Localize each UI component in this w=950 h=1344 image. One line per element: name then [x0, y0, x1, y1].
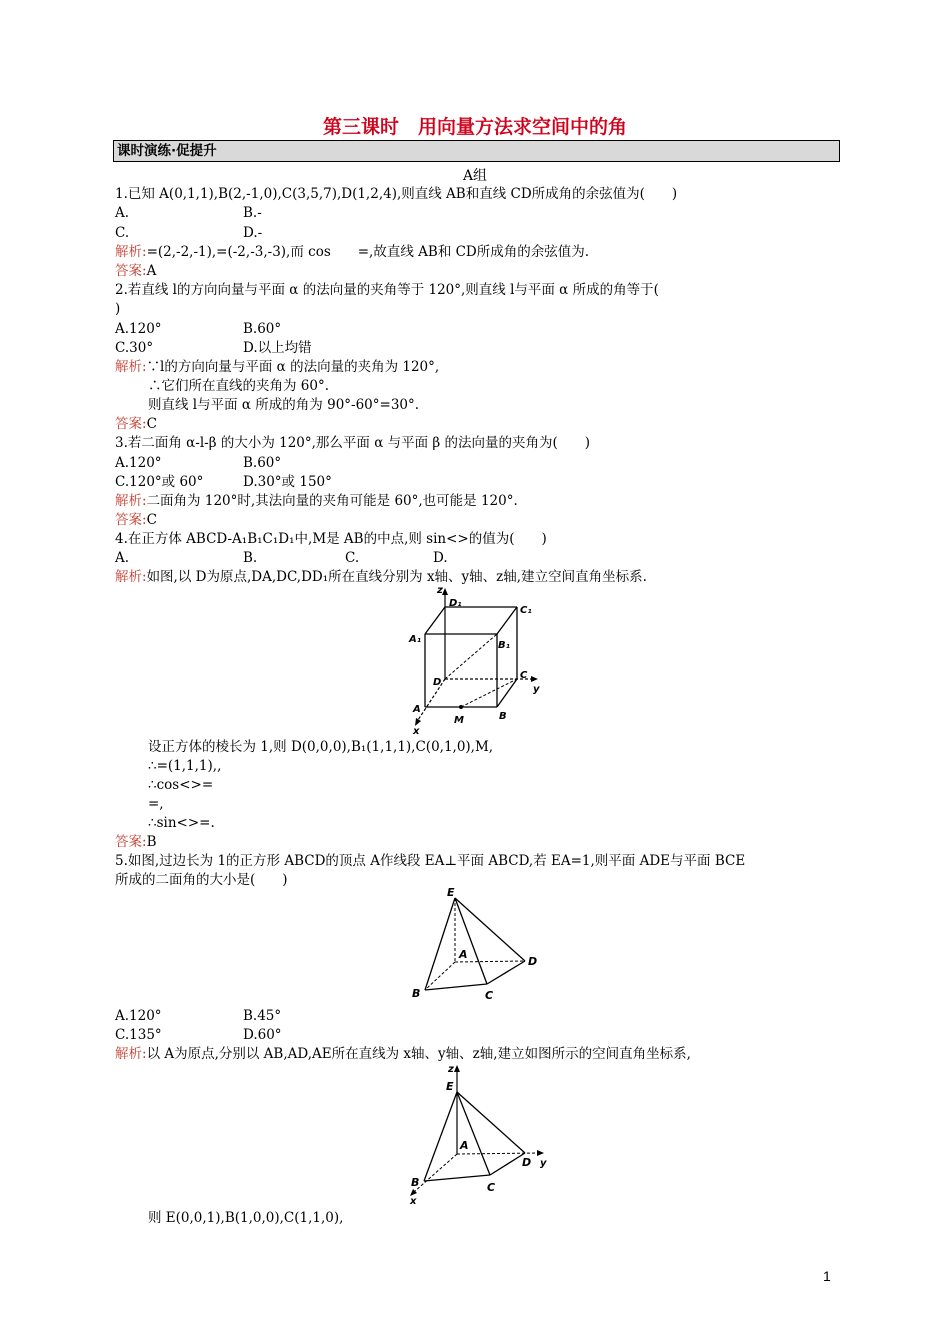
text-span: 则 E(0,0,1),B(1,0,0),C(1,1,0),: [148, 1210, 344, 1226]
text-span: D.-: [243, 225, 263, 241]
text-line: [115, 415, 157, 433]
text-span: A.120°: [115, 1008, 162, 1024]
pyramid-figure: [405, 884, 545, 1010]
pyramid-axes-label: C: [487, 1181, 496, 1194]
cube-label: M: [454, 715, 464, 726]
text-line: [243, 224, 262, 242]
text-line: [115, 454, 162, 472]
text-span: 设正方体的棱长为 1,则 D(0,0,0),B₁(1,1,1),C(0,1,0),M,: [148, 739, 494, 755]
answer-label: 解析:: [115, 1046, 147, 1062]
cube-label: A: [413, 704, 421, 715]
text-span: =(2,-2,-1),=(-2,-3,-3),而 cos =,故直线 AB和 CD所成角的余弦值为.: [146, 244, 590, 260]
cube-label: D₁: [449, 598, 462, 609]
text-line: [115, 185, 677, 203]
text-line: [115, 530, 547, 548]
text-span: 则直线 l与平面 α 所成的角为 90°-60°=30°.: [148, 397, 420, 413]
text-span: ∴cos<>=: [148, 777, 214, 793]
answer-label: 解析:: [115, 493, 147, 509]
cube-label: B: [499, 711, 507, 722]
text-line: [115, 871, 288, 889]
pyramid-label: D: [528, 955, 538, 968]
cube-label: C₁: [520, 605, 532, 616]
text-span: C.30°: [115, 340, 154, 356]
text-span: 4.在正方体 ABCD-A₁B₁C₁D₁中,M是 AB的中点,则 sin<>的值为( ): [115, 531, 547, 547]
pyramid-axes-label: z: [448, 1064, 454, 1075]
text-span: B.60°: [243, 455, 282, 471]
text-span: 二面角为 120°时,其法向量的夹角可能是 60°,也可能是 120°.: [146, 493, 518, 509]
pyramid-axes-label: y: [540, 1158, 547, 1169]
cube-label: B₁: [498, 640, 511, 651]
text-line: [115, 320, 162, 338]
answer-label: 答案:: [115, 416, 147, 432]
text-span: A.: [115, 550, 130, 566]
text-line: [115, 492, 518, 510]
text-span: A.120°: [115, 321, 162, 337]
text-line: [115, 243, 589, 261]
text-span: ): [115, 301, 121, 317]
text-span: 1.已知 A(0,1,1),B(2,-1,0),C(3,5,7),D(1,2,4),则直线 AB和直线 CD所成角的余弦值为( ): [115, 186, 678, 202]
text-line: [243, 473, 332, 491]
pyramid-label: C: [485, 989, 494, 1002]
cube-label: C: [520, 670, 528, 681]
text-span: B.: [243, 550, 258, 566]
text-line: [115, 833, 156, 851]
text-line: [345, 549, 359, 567]
pyramid-axes-figure: [400, 1062, 560, 1211]
text-span: C.: [345, 550, 360, 566]
text-span: ∴=(1,1,1),,: [148, 758, 222, 774]
text-line: [115, 300, 120, 318]
answer-label: 解析:: [115, 359, 147, 375]
text-span: D.以上均错: [243, 340, 312, 356]
text-line: [243, 339, 312, 357]
text-span: D.30°或 150°: [243, 474, 332, 490]
text-line: [115, 434, 590, 452]
text-span: A: [146, 263, 157, 279]
text-line: [115, 281, 659, 299]
text-span: C: [146, 416, 157, 432]
section-header: 课时演练·促提升: [113, 140, 840, 162]
text-span: B: [146, 834, 157, 850]
answer-label: 解析:: [115, 569, 147, 585]
text-line: [115, 549, 129, 567]
text-line: [115, 1007, 162, 1025]
pyramid-label: E: [447, 886, 455, 899]
text-line: [115, 1045, 691, 1063]
pyramid-axes-label: x: [410, 1196, 417, 1207]
text-line: [148, 396, 419, 414]
text-line: [115, 473, 203, 491]
pyramid-axes-label: D: [522, 1156, 532, 1169]
cube-figure: [400, 582, 550, 741]
text-span: ∴sin<>=.: [148, 815, 215, 831]
text-span: ∴它们所在直线的夹角为 60°.: [148, 378, 330, 394]
text-line: [115, 339, 153, 357]
answer-label: 答案:: [115, 263, 147, 279]
answer-label: 答案:: [115, 512, 147, 528]
cube-label: y: [533, 684, 540, 695]
text-line: [243, 320, 281, 338]
text-line: [148, 757, 221, 775]
text-line: [243, 1007, 281, 1025]
text-line: [115, 511, 157, 529]
text-span: C: [146, 512, 157, 528]
text-span: C.120°或 60°: [115, 474, 204, 490]
text-span: B.60°: [243, 321, 282, 337]
text-line: [115, 1026, 162, 1044]
text-span: C.135°: [115, 1027, 162, 1043]
text-span: C.: [115, 225, 130, 241]
text-line: [115, 224, 129, 242]
text-span: 如图,以 D为原点,DA,DC,DD₁所在直线分别为 x轴、y轴、z轴,建立空间直角坐标系.: [146, 569, 647, 585]
text-line: [148, 776, 213, 794]
text-span: B.45°: [243, 1008, 282, 1024]
text-span: ∵l的方向向量与平面 α 的法向量的夹角为 120°,: [146, 359, 440, 375]
text-span: 5.如图,过边长为 1的正方形 ABCD的顶点 A作线段 EA⊥平面 ABCD,若 EA=1,则平面 ADE与平面 BCE: [115, 853, 746, 869]
answer-label: 答案:: [115, 834, 147, 850]
text-line: [148, 795, 164, 813]
text-span: B.-: [243, 205, 262, 221]
text-span: A.: [115, 205, 130, 221]
pyramid-axes-label: B: [411, 1176, 420, 1189]
group-label: A组: [462, 168, 488, 184]
answer-label: 解析:: [115, 244, 147, 260]
text-line: [433, 549, 448, 567]
cube-label: x: [413, 726, 420, 737]
pyramid-axes-label: A: [460, 1139, 469, 1152]
text-line: [148, 814, 215, 832]
text-span: A.120°: [115, 455, 162, 471]
pyramid-label: B: [412, 987, 421, 1000]
text-line: [115, 568, 647, 586]
text-line: [115, 358, 439, 376]
text-line: [243, 454, 281, 472]
text-line: [148, 377, 329, 395]
text-line: [243, 204, 262, 222]
text-line: [243, 549, 257, 567]
text-line: [115, 852, 745, 870]
text-span: =,: [148, 796, 164, 812]
cube-label: A₁: [409, 634, 422, 645]
text-span: 以 A为原点,分别以 AB,AD,AE所在直线为 x轴、y轴、z轴,建立如图所示的空间直角坐标系,: [146, 1046, 691, 1062]
text-line: [148, 1209, 343, 1227]
cube-label: z: [437, 585, 443, 596]
text-span: D.60°: [243, 1027, 282, 1043]
text-line: [115, 262, 156, 280]
page-number: 1: [823, 1268, 831, 1284]
text-span: 所成的二面角的大小是( ): [115, 872, 288, 888]
text-span: 3.若二面角 α-l-β 的大小为 120°,那么平面 α 与平面 β 的法向量的夹角为( ): [115, 435, 591, 451]
page-title: 第三课时 用向量方法求空间中的角: [322, 116, 627, 138]
pyramid-label: A: [459, 948, 468, 961]
text-line: [243, 1026, 282, 1044]
pyramid-axes-label: E: [446, 1080, 454, 1093]
text-span: D.: [433, 550, 448, 566]
text-line: [115, 204, 129, 222]
text-span: 2.若直线 l的方向向量与平面 α 的法向量的夹角等于 120°,则直线 l与平面 α 所成的角等于(: [115, 282, 659, 298]
cube-label: D: [433, 677, 442, 688]
